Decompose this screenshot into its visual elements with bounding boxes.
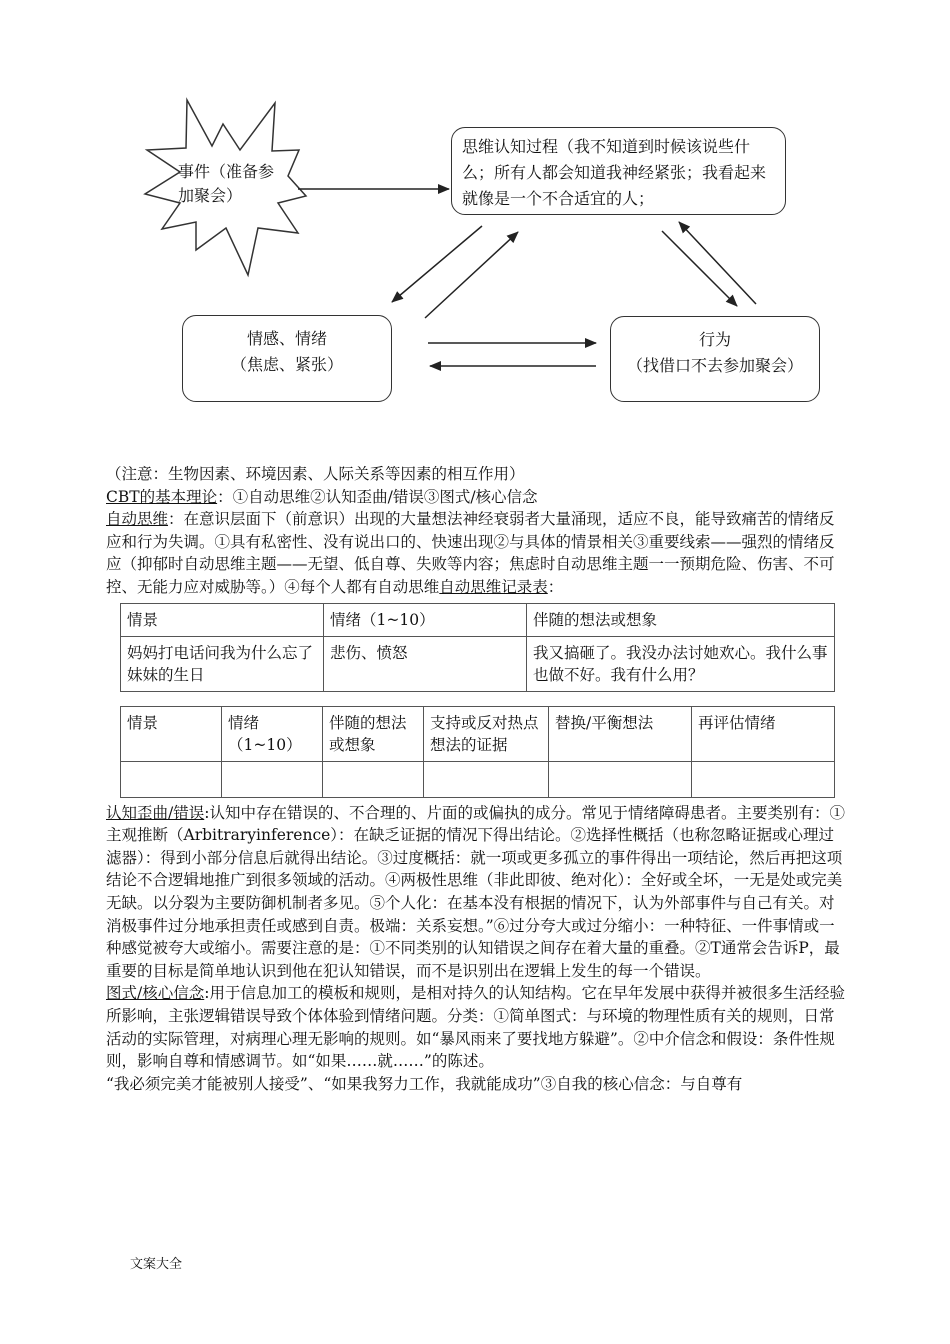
behavior-detail: （找借口不去参加聚会） xyxy=(626,356,803,375)
table-cell xyxy=(323,761,424,797)
auto-thought-label: 自动思维 xyxy=(106,510,169,529)
table-cell xyxy=(692,761,835,797)
emotion-box xyxy=(182,315,392,402)
distortion-label: 认知歪曲/错误 xyxy=(106,803,205,822)
cbt-text: ：①自动思维②认知歪曲/错误③图式/核心信念 xyxy=(217,487,538,506)
auto-thought-text: ：在意识层面下（前意识）出现的大量想法神经衰弱者大量涌现，适应不良，能导致痛苦的情绪反应和行为失调。①具有私密性、没有说出口的、快速出现②与具体的情景相关③重要线索——强烈的情绪反应（抑郁时自动思维主题——无望、低自尊、失败等内容；焦虑时自动思维主题一一预期危险、伤害、不可控、无能力应对威胁等。）④每个人都有自动思维 xyxy=(106,510,835,596)
table-cell xyxy=(424,761,549,797)
behavior-title: 行为 xyxy=(698,330,731,349)
behavior-box xyxy=(610,316,820,402)
auto-thought-paragraph xyxy=(106,508,846,598)
table-cell: 妈妈打电话问我为什么忘了妹妹的生日 xyxy=(121,636,324,691)
emotion-title: 情感、情绪 xyxy=(246,329,327,348)
arrow-thought-to-behavior xyxy=(662,231,737,306)
record-table-label: 自动思维记录表 xyxy=(439,577,548,596)
table-header-cell: 伴随的想法或想象 xyxy=(527,603,835,636)
schema-label: 图式/核心信念 xyxy=(106,984,205,1003)
schema-continued: “我必须完美才能被别人接受”、“如果我努力工作，我就能成功”③自我的核心信念：与自尊有 xyxy=(106,1074,743,1093)
record-table-suffix: ： xyxy=(547,577,564,596)
arrow-emotion-to-thought xyxy=(425,232,518,318)
table-header-cell: 再评估情绪 xyxy=(692,706,835,761)
table-header-cell: 伴随的想法或想象 xyxy=(323,706,424,761)
footer-text: 文案大全 xyxy=(130,1257,183,1272)
arrow-behavior-to-thought xyxy=(679,222,756,304)
event-label: 事件（准备参加聚会） xyxy=(178,162,275,205)
cbt-diagram xyxy=(0,0,950,430)
note-line: （注意：生物因素、环境因素、人际关系等因素的相互作用） xyxy=(106,465,525,483)
cbt-label: CBT的基本理论 xyxy=(106,487,218,506)
cbt-paragraph xyxy=(106,486,846,509)
table-row xyxy=(121,761,835,797)
schema-paragraph xyxy=(106,982,846,1072)
table-cell xyxy=(549,761,692,797)
table-header-cell: 情景 xyxy=(121,603,324,636)
extended-record-table xyxy=(120,706,835,798)
distortion-text: :认知中存在错误的、不合理的、片面的或偏执的成分。常见于情绪障碍患者。主要类别有：①主观推断（Arbitraryinference）：在缺乏证据的情况下得出结论。②选择性概括（也称忽略证据或心理过滤器）：得到小部分信息后就得出结论。③过度概括：就一项或更多孤立的事件得出一项结论，然后再把这项结论不合逻辑地推广到很多领域的活动。④两极性思维（非此即彼、绝对化）：全好或全坏，一无是处或完美无缺。以分裂为主要防御机制者多见。⑤个人化：在基本没有根据的情况下，认为外部事件与自己有关。对消极事件过分地承担责任或感到自责。极端：关系妄想。”⑥过分夸大或过分缩小：一种特征、一件事情或一种感觉被夸大或缩小。需要注意的是：①不同类别的认知错误之间存在着大量的重叠。②T通常会告诉P，最重要的目标是简单地认识到他在犯认知错误，而不是识别出在逻辑上发生的每一个错误。 xyxy=(106,803,845,980)
thought-text: 思维认知过程（我不知道到时候该说些什么；所有人都会知道我神经紧张；我看起来就像是一个不合适宜的人； xyxy=(462,137,767,208)
table-cell xyxy=(121,761,222,797)
table-header-cell: 情绪（1~10） xyxy=(222,706,323,761)
distortion-paragraph xyxy=(106,802,846,983)
table-header-cell: 情景 xyxy=(121,706,222,761)
thought-box xyxy=(451,127,786,215)
table-row xyxy=(121,636,835,691)
table-cell: 我又搞砸了。我没办法讨她欢心。我什么事也做不好。我有什么用？ xyxy=(527,636,835,691)
table-cell xyxy=(222,761,323,797)
emotion-detail: （焦虑、紧张） xyxy=(230,355,343,374)
table-header-row xyxy=(121,603,835,636)
table-header-cell: 支持或反对热点想法的证据 xyxy=(424,706,549,761)
table-header-row xyxy=(121,706,835,761)
auto-thought-record-table xyxy=(120,603,835,692)
schema-text: :用于信息加工的模板和规则，是相对持久的认知结构。它在早年发展中获得并被很多生活经验所影响，主张逻辑错误导致个体体验到情绪问题。分类：①简单图式：与环境的物理性质有关的规则，日常活动的实际管理，对病理心理无影响的规则。如“暴风雨来了要找地方躲避”。②中介信念和假设：条件性规则，影响自尊和情感调节。如“如果……就……”的陈述。 xyxy=(106,984,845,1071)
arrow-thought-to-emotion xyxy=(392,226,482,302)
table-header-cell: 情绪（1~10） xyxy=(324,603,527,636)
table-header-cell: 替换/平衡想法 xyxy=(549,706,692,761)
table-cell: 悲伤、愤怒 xyxy=(324,636,527,691)
document-body xyxy=(106,463,846,1095)
